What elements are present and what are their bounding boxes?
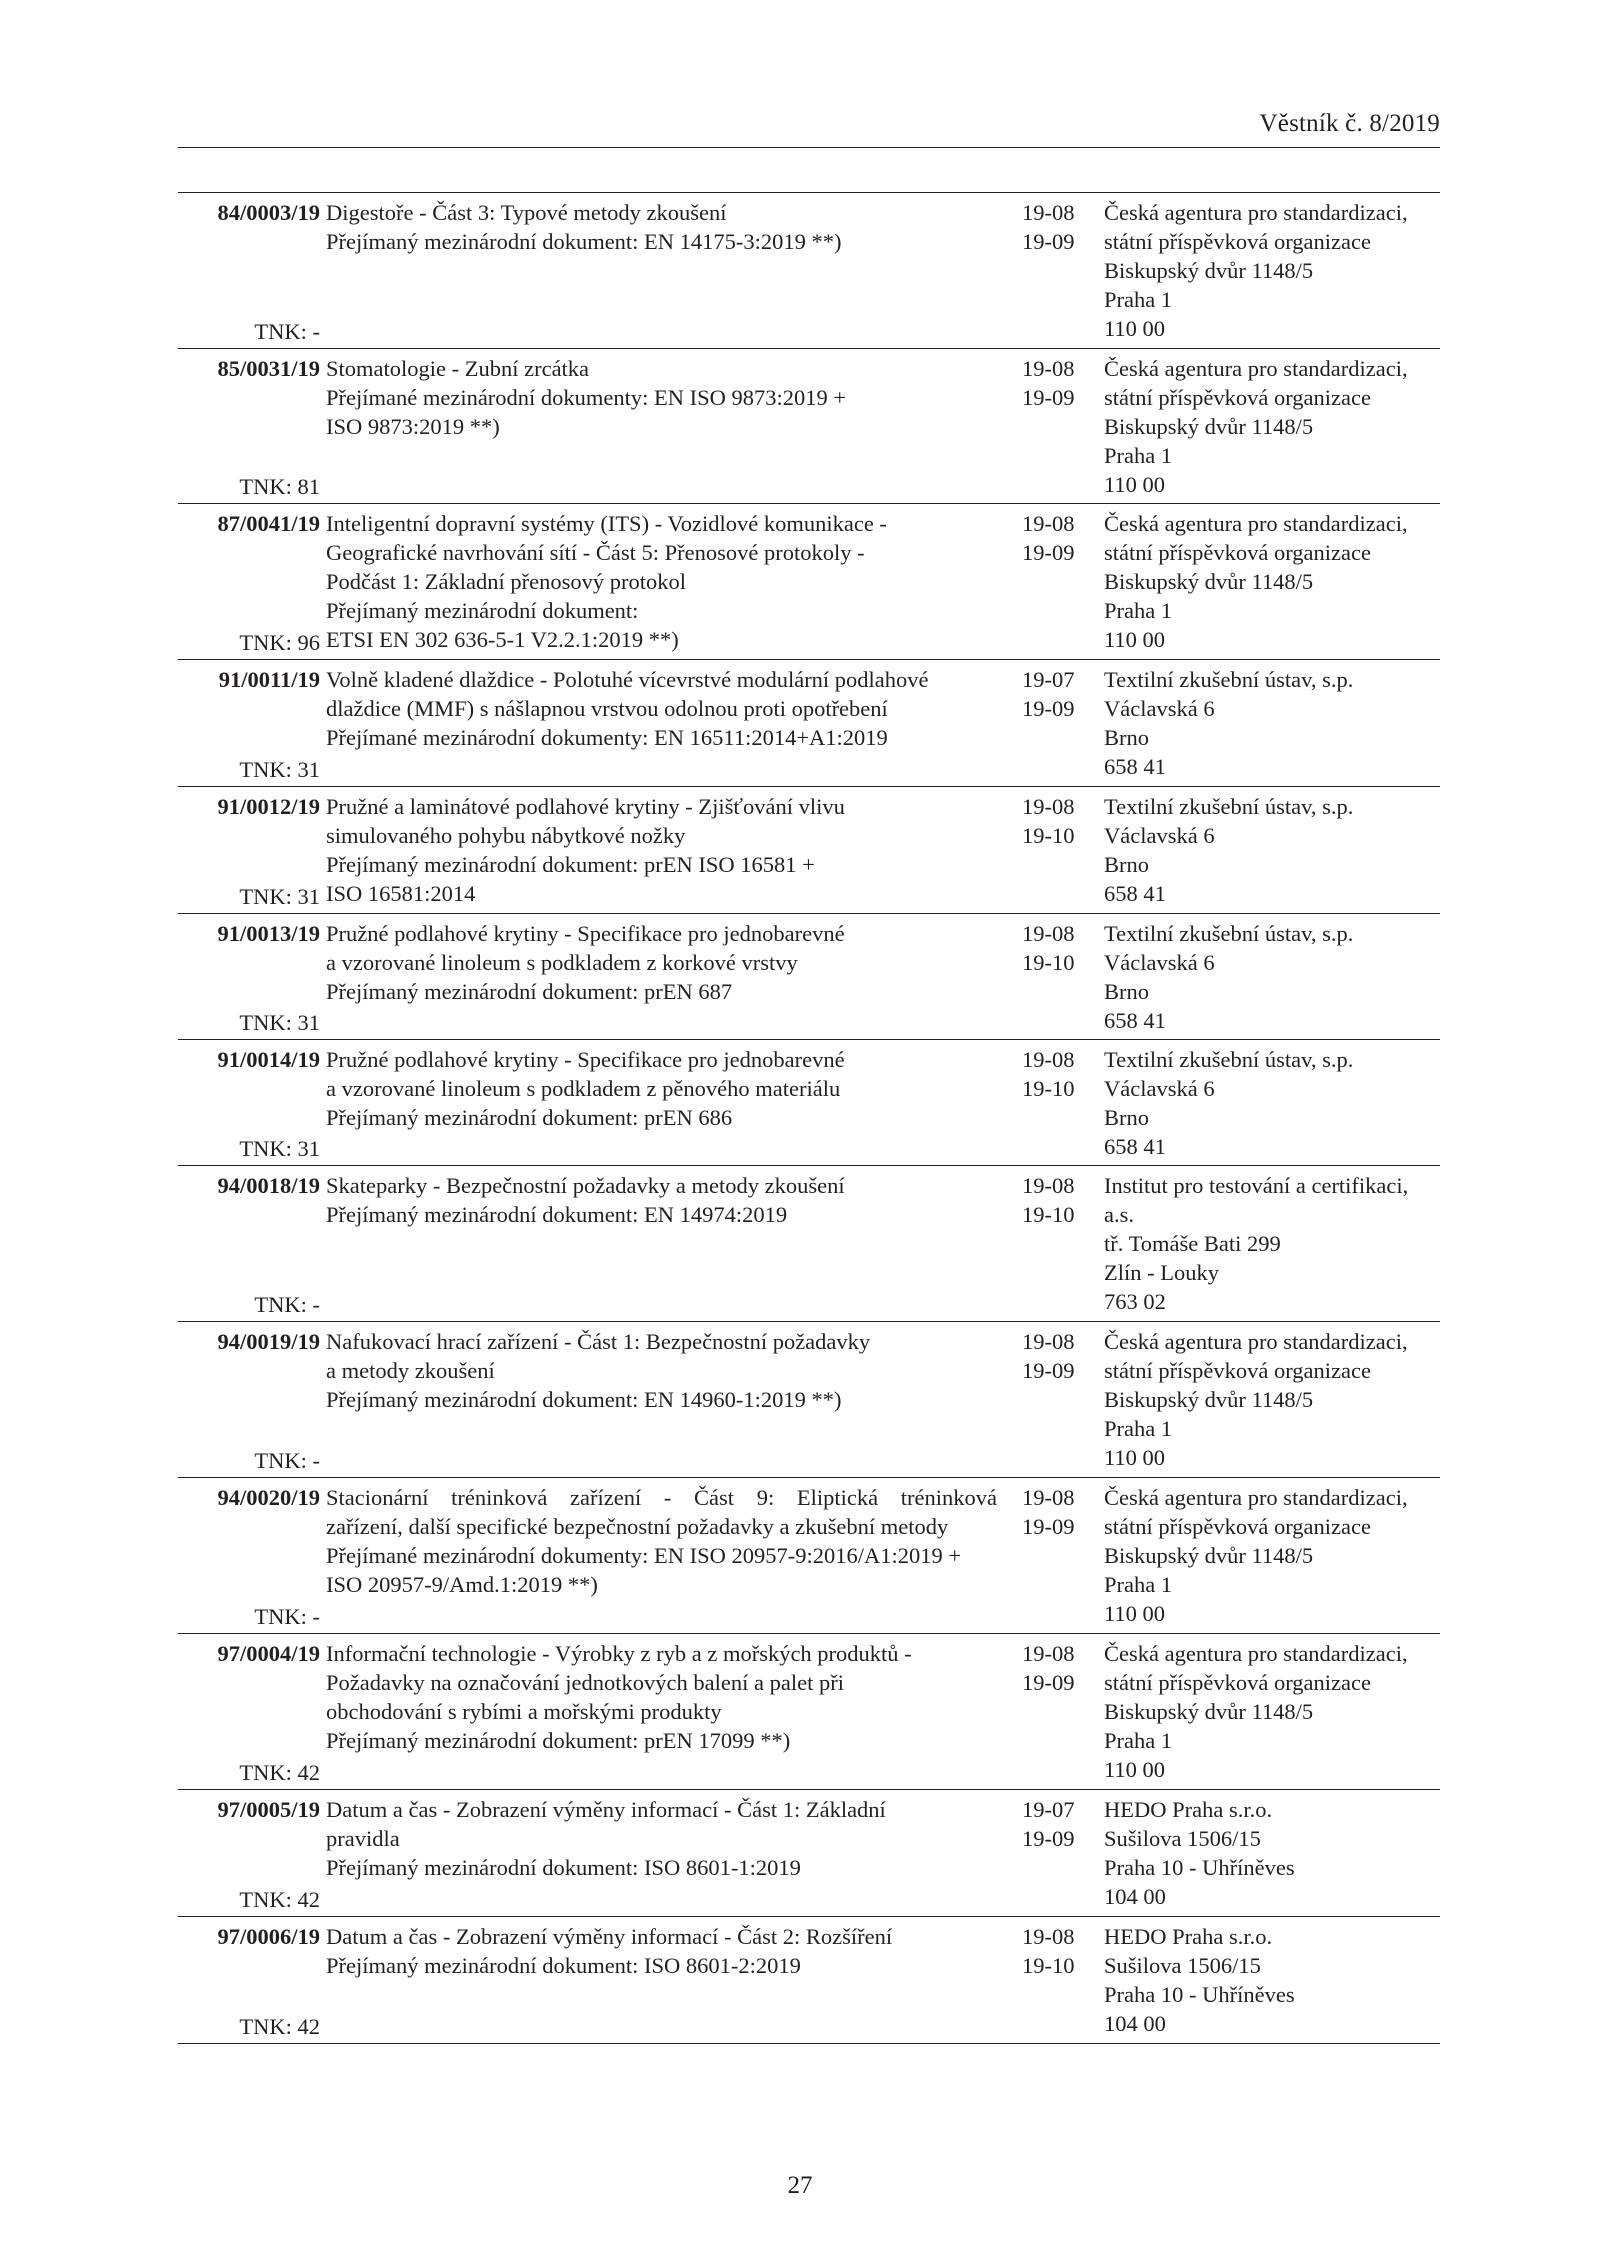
entry-address	[1104, 198, 1440, 346]
description-line: Přejímaný mezinárodní dokument: prEN ISO 16581 +	[326, 852, 815, 877]
entry-id-cell	[178, 792, 320, 911]
address-line: Praha 1	[1104, 598, 1173, 623]
entry-dates	[1022, 1171, 1104, 1319]
entry-id-cell	[178, 1922, 320, 2041]
description-line: Přejímaný mezinárodní dokument: EN 14974:2019	[326, 1202, 788, 1227]
entry-description	[326, 792, 1006, 911]
entry-dates	[1022, 665, 1104, 784]
address-line: státní příspěvková organizace	[1104, 1514, 1371, 1539]
entry-description	[326, 509, 1006, 657]
entry-tnk: TNK: -	[254, 1292, 320, 1317]
entry-tnk: TNK: 81	[239, 474, 320, 499]
table-row	[178, 1478, 1440, 1634]
date-line: 19-08	[1022, 794, 1075, 819]
description-line: zařízení, další specifické bezpečnostní požadavky a zkušební metody	[326, 1514, 949, 1539]
header-rule	[178, 147, 1440, 148]
description-line: a vzorované linoleum s podkladem z pěnového materiálu	[326, 1076, 841, 1101]
address-line: 658 41	[1104, 1008, 1166, 1033]
description-line: Přejímané mezinárodní dokumenty: EN ISO 9873:2019 +	[326, 385, 847, 410]
entry-description	[326, 354, 1006, 501]
entry-description	[326, 665, 1006, 784]
entry-number: 84/0003/19	[217, 200, 320, 225]
entry-address	[1104, 1483, 1440, 1631]
address-line: Institut pro testování a certifikaci,	[1104, 1173, 1409, 1198]
entry-address	[1104, 1327, 1440, 1475]
table-row	[178, 1166, 1440, 1322]
entry-dates	[1022, 1483, 1104, 1631]
address-line: HEDO Praha s.r.o.	[1104, 1924, 1273, 1949]
entry-tnk: TNK: 96	[239, 630, 320, 655]
date-line: 19-07	[1022, 1797, 1075, 1822]
address-line: Praha 10 - Uhříněves	[1104, 1982, 1295, 2007]
address-line: Textilní zkušební ústav, s.p.	[1104, 667, 1354, 692]
address-line: státní příspěvková organizace	[1104, 1670, 1371, 1695]
address-line: tř. Tomáše Bati 299	[1104, 1231, 1281, 1256]
address-line: Textilní zkušební ústav, s.p.	[1104, 921, 1354, 946]
address-line: Sušilova 1506/15	[1104, 1953, 1261, 1978]
address-line: 110 00	[1104, 316, 1166, 341]
address-line: Václavská 6	[1104, 823, 1215, 848]
description-line: Přejímaný mezinárodní dokument: ISO 8601-1:2019	[326, 1855, 801, 1880]
address-line: Biskupský dvůr 1148/5	[1104, 414, 1314, 439]
entry-id-cell	[178, 1327, 320, 1475]
entry-number: 87/0041/19	[217, 511, 320, 536]
description-line: Stomatologie - Zubní zrcátka	[326, 356, 590, 381]
description-line: Geografické navrhování sítí - Část 5: Přenosové protokoly -	[326, 540, 865, 565]
entry-address	[1104, 665, 1440, 784]
address-line: Biskupský dvůr 1148/5	[1104, 1543, 1314, 1568]
entry-id-cell	[178, 509, 320, 657]
entry-description	[326, 919, 1006, 1037]
address-line: Textilní zkušební ústav, s.p.	[1104, 794, 1354, 819]
entry-id-cell	[178, 1639, 320, 1787]
entry-dates	[1022, 1639, 1104, 1787]
description-line: Podčást 1: Základní přenosový protokol	[326, 569, 686, 594]
address-line: Praha 1	[1104, 443, 1173, 468]
entry-description	[326, 1922, 1006, 2041]
entry-id-cell	[178, 1795, 320, 1914]
address-line: státní příspěvková organizace	[1104, 229, 1371, 254]
entry-number: 97/0005/19	[217, 1797, 320, 1822]
address-line: Česká agentura pro standardizaci,	[1104, 356, 1408, 381]
date-line: 19-08	[1022, 1329, 1075, 1354]
entry-number: 94/0018/19	[217, 1173, 320, 1198]
entry-address	[1104, 1922, 1440, 2041]
address-line: a.s.	[1104, 1202, 1134, 1227]
description-line: Přejímaný mezinárodní dokument: prEN 687	[326, 979, 733, 1004]
entry-tnk: TNK: 42	[239, 2014, 320, 2039]
entry-tnk: TNK: -	[254, 1448, 320, 1473]
description-line: Přejímané mezinárodní dokumenty: EN ISO 20957-9:2016/A1:2019 +	[326, 1543, 962, 1568]
entry-number: 85/0031/19	[217, 356, 320, 381]
description-line: Přejímaný mezinárodní dokument: prEN 686	[326, 1105, 733, 1130]
date-line: 19-07	[1022, 667, 1075, 692]
description-line: Pružné a laminátové podlahové krytiny - Zjišťování vlivu	[326, 794, 845, 819]
date-line: 19-08	[1022, 1641, 1075, 1666]
entry-id-cell	[178, 1171, 320, 1319]
entry-number: 91/0012/19	[217, 794, 320, 819]
description-line: ISO 9873:2019 **)	[326, 414, 500, 439]
table-row	[178, 660, 1440, 787]
description-line: Přejímané mezinárodní dokumenty: EN 16511:2014+A1:2019	[326, 725, 888, 750]
description-line: Skateparky - Bezpečnostní požadavky a metody zkoušení	[326, 1173, 845, 1198]
table-row	[178, 914, 1440, 1040]
description-line: a metody zkoušení	[326, 1358, 495, 1383]
address-line: Brno	[1104, 1105, 1149, 1130]
address-line: Václavská 6	[1104, 696, 1215, 721]
entry-tnk: TNK: 31	[239, 1010, 320, 1035]
date-line: 19-09	[1022, 1826, 1075, 1851]
date-line: 19-09	[1022, 1358, 1075, 1383]
page-header-title: Věstník č. 8/2019	[1259, 110, 1440, 137]
table-row	[178, 504, 1440, 660]
entry-number: 97/0004/19	[217, 1641, 320, 1666]
description-line: Pružné podlahové krytiny - Specifikace pro jednobarevné	[326, 1047, 845, 1072]
address-line: Biskupský dvůr 1148/5	[1104, 1387, 1314, 1412]
address-line: 658 41	[1104, 1134, 1166, 1159]
entry-id-cell	[178, 1483, 320, 1631]
date-line: 19-09	[1022, 1514, 1075, 1539]
entry-id-cell	[178, 1045, 320, 1163]
address-line: Praha 1	[1104, 287, 1173, 312]
date-line: 19-09	[1022, 540, 1075, 565]
entry-tnk: TNK: 31	[239, 884, 320, 909]
entry-description	[326, 198, 1006, 346]
description-line: ISO 16581:2014	[326, 881, 476, 906]
entry-dates	[1022, 919, 1104, 1037]
date-line: 19-10	[1022, 823, 1075, 848]
entry-dates	[1022, 1045, 1104, 1163]
entry-id-cell	[178, 665, 320, 784]
entry-description	[326, 1171, 1006, 1319]
address-line: 110 00	[1104, 1757, 1166, 1782]
description-line: Inteligentní dopravní systémy (ITS) - Vozidlové komunikace -	[326, 511, 887, 536]
description-line: Nafukovací hrací zařízení - Část 1: Bezpečnostní požadavky	[326, 1329, 871, 1354]
entry-description	[326, 1483, 1006, 1631]
date-line: 19-08	[1022, 1485, 1075, 1510]
date-line: 19-09	[1022, 1670, 1075, 1695]
entry-dates	[1022, 509, 1104, 657]
address-line: 104 00	[1104, 2011, 1166, 2036]
address-line: Praha 1	[1104, 1572, 1173, 1597]
address-line: Biskupský dvůr 1148/5	[1104, 1699, 1314, 1724]
description-line: Přejímaný mezinárodní dokument:	[326, 598, 639, 623]
entry-tnk: TNK: 42	[239, 1760, 320, 1785]
page-number: 27	[787, 2172, 813, 2199]
entry-address	[1104, 354, 1440, 501]
entry-number: 91/0014/19	[217, 1047, 320, 1072]
date-line: 19-08	[1022, 921, 1075, 946]
description-line: Přejímaný mezinárodní dokument: EN 14960-1:2019 **)	[326, 1387, 842, 1412]
address-line: 658 41	[1104, 754, 1166, 779]
entry-address	[1104, 1045, 1440, 1163]
entry-address	[1104, 1795, 1440, 1914]
entry-dates	[1022, 354, 1104, 501]
address-line: Brno	[1104, 852, 1149, 877]
address-line: Česká agentura pro standardizaci,	[1104, 1485, 1408, 1510]
date-line: 19-08	[1022, 511, 1075, 536]
description-line: Informační technologie - Výrobky z ryb a z mořských produktů -	[326, 1641, 912, 1666]
standards-table	[178, 192, 1440, 2044]
address-line: Česká agentura pro standardizaci,	[1104, 511, 1408, 536]
entry-address	[1104, 509, 1440, 657]
entry-id-cell	[178, 354, 320, 501]
entry-id-cell	[178, 198, 320, 346]
address-line: Česká agentura pro standardizaci,	[1104, 1329, 1408, 1354]
description-line: Přejímaný mezinárodní dokument: EN 14175-3:2019 **)	[326, 229, 842, 254]
description-line: Datum a čas - Zobrazení výměny informací - Část 1: Základní	[326, 1797, 886, 1822]
address-line: HEDO Praha s.r.o.	[1104, 1797, 1273, 1822]
entry-dates	[1022, 1922, 1104, 2041]
address-line: Textilní zkušební ústav, s.p.	[1104, 1047, 1354, 1072]
address-line: 110 00	[1104, 1601, 1166, 1626]
address-line: Brno	[1104, 979, 1149, 1004]
description-line: Datum a čas - Zobrazení výměny informací - Část 2: Rozšíření	[326, 1924, 893, 1949]
date-line: 19-10	[1022, 1202, 1075, 1227]
address-line: Praha 1	[1104, 1416, 1173, 1441]
entry-description	[326, 1639, 1006, 1787]
address-line: Václavská 6	[1104, 950, 1215, 975]
entry-tnk: TNK: -	[254, 319, 320, 344]
description-line: simulovaného pohybu nábytkové nožky	[326, 823, 686, 848]
table-row	[178, 787, 1440, 914]
description-line: Stacionární tréninková zařízení - Část 9: Eliptická tréninková	[326, 1485, 997, 1510]
entry-description	[326, 1045, 1006, 1163]
table-row	[178, 349, 1440, 504]
date-line: 19-08	[1022, 200, 1075, 225]
table-row	[178, 1322, 1440, 1478]
entry-number: 97/0006/19	[217, 1924, 320, 1949]
address-line: 110 00	[1104, 627, 1166, 652]
address-line: Česká agentura pro standardizaci,	[1104, 200, 1408, 225]
address-line: Václavská 6	[1104, 1076, 1215, 1101]
table-row	[178, 1634, 1440, 1790]
address-line: 658 41	[1104, 881, 1166, 906]
address-line: Brno	[1104, 725, 1149, 750]
entry-number: 94/0020/19	[217, 1485, 320, 1510]
address-line: Praha 10 - Uhříněves	[1104, 1855, 1295, 1880]
entry-tnk: TNK: 31	[239, 1136, 320, 1161]
entry-number: 91/0013/19	[217, 921, 320, 946]
entry-description	[326, 1327, 1006, 1475]
entry-tnk: TNK: 31	[239, 757, 320, 782]
address-line: 763 02	[1104, 1289, 1166, 1314]
entry-description	[326, 1795, 1006, 1914]
date-line: 19-09	[1022, 229, 1075, 254]
description-line: pravidla	[326, 1826, 400, 1851]
address-line: státní příspěvková organizace	[1104, 1358, 1371, 1383]
address-line: Biskupský dvůr 1148/5	[1104, 569, 1314, 594]
table-row	[178, 1917, 1440, 2044]
entry-number: 94/0019/19	[217, 1329, 320, 1354]
address-line: Praha 1	[1104, 1728, 1173, 1753]
entry-dates	[1022, 1327, 1104, 1475]
address-line: Česká agentura pro standardizaci,	[1104, 1641, 1408, 1666]
description-line: Volně kladené dlaždice - Polotuhé vícevrstvé modulární podlahové	[326, 667, 929, 692]
description-line: obchodování s rybími a mořskými produkty	[326, 1699, 722, 1724]
date-line: 19-09	[1022, 385, 1075, 410]
entry-number: 91/0011/19	[218, 667, 320, 692]
entry-tnk: TNK: 42	[239, 1887, 320, 1912]
entry-address	[1104, 792, 1440, 911]
description-line: ETSI EN 302 636-5-1 V2.2.1:2019 **)	[326, 627, 679, 652]
description-line: dlaždice (MMF) s nášlapnou vrstvou odolnou proti opotřebení	[326, 696, 888, 721]
entry-address	[1104, 1171, 1440, 1319]
date-line: 19-10	[1022, 950, 1075, 975]
description-line: Digestoře - Část 3: Typové metody zkoušení	[326, 200, 727, 225]
entry-dates	[1022, 1795, 1104, 1914]
table-row	[178, 1790, 1440, 1917]
address-line: 104 00	[1104, 1884, 1166, 1909]
entry-tnk: TNK: -	[254, 1604, 320, 1629]
address-line: státní příspěvková organizace	[1104, 540, 1371, 565]
address-line: Sušilova 1506/15	[1104, 1826, 1261, 1851]
table-row	[178, 1040, 1440, 1166]
address-line: Zlín - Louky	[1104, 1260, 1219, 1285]
table-row	[178, 193, 1440, 349]
entry-address	[1104, 919, 1440, 1037]
description-line: ISO 20957-9/Amd.1:2019 **)	[326, 1572, 598, 1597]
date-line: 19-09	[1022, 696, 1075, 721]
description-line: a vzorované linoleum s podkladem z korkové vrstvy	[326, 950, 798, 975]
entry-address	[1104, 1639, 1440, 1787]
date-line: 19-08	[1022, 1047, 1075, 1072]
date-line: 19-08	[1022, 1173, 1075, 1198]
address-line: Biskupský dvůr 1148/5	[1104, 258, 1314, 283]
description-line: Přejímaný mezinárodní dokument: ISO 8601-2:2019	[326, 1953, 801, 1978]
date-line: 19-10	[1022, 1953, 1075, 1978]
date-line: 19-10	[1022, 1076, 1075, 1101]
date-line: 19-08	[1022, 356, 1075, 381]
entry-dates	[1022, 198, 1104, 346]
address-line: 110 00	[1104, 1445, 1166, 1470]
description-line: Požadavky na označování jednotkových balení a palet při	[326, 1670, 844, 1695]
description-line: Přejímaný mezinárodní dokument: prEN 17099 **)	[326, 1728, 791, 1753]
address-line: státní příspěvková organizace	[1104, 385, 1371, 410]
date-line: 19-08	[1022, 1924, 1075, 1949]
entry-dates	[1022, 792, 1104, 911]
address-line: 110 00	[1104, 472, 1166, 497]
description-line: Pružné podlahové krytiny - Specifikace pro jednobarevné	[326, 921, 845, 946]
entry-id-cell	[178, 919, 320, 1037]
